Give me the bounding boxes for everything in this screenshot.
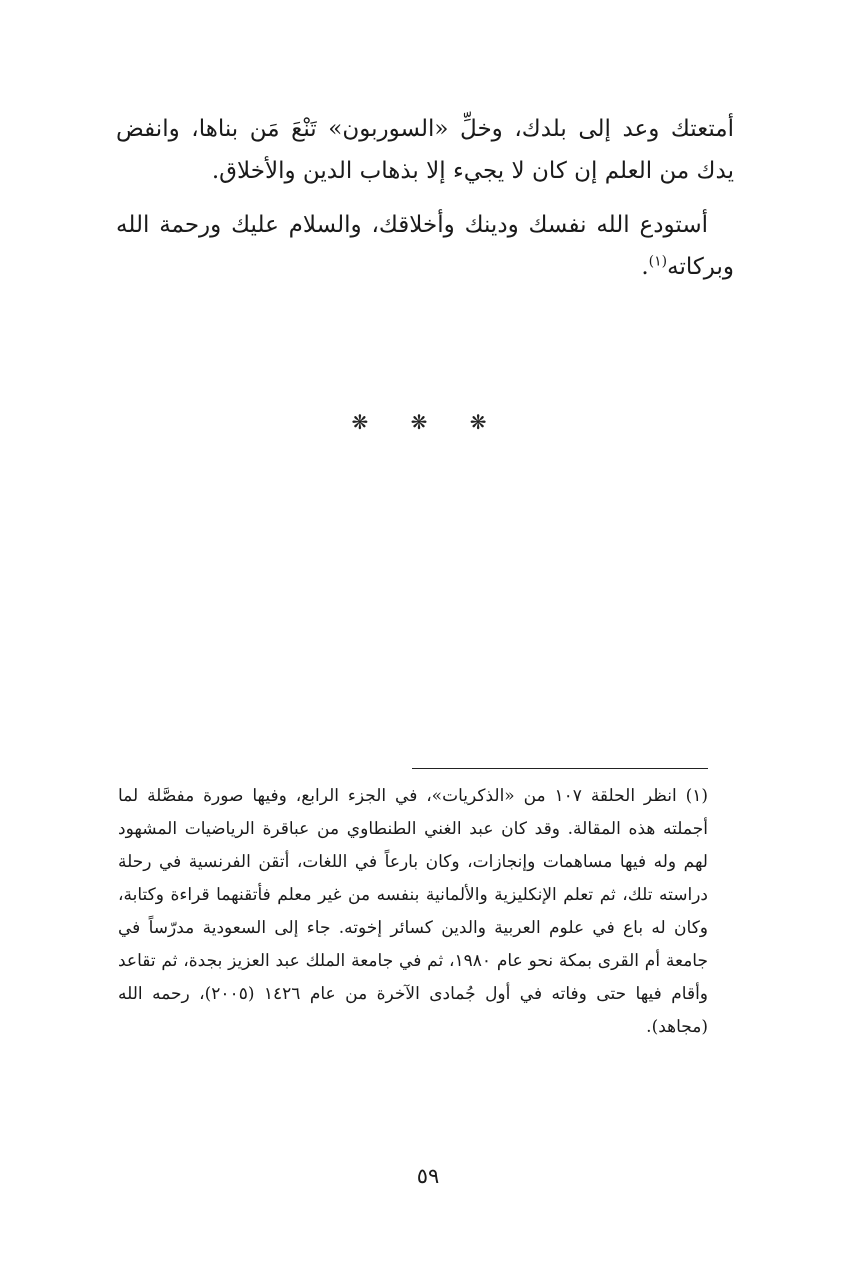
section-separator: ❋ ❋ ❋: [351, 410, 505, 434]
paragraph-2: [116, 204, 734, 288]
footnote: (١) انظر الحلقة ١٠٧ من «الذكريات»، في الجزء الرابع، وفيها صورة مفصَّلة لما أجملته هذه المقالة. وقد كان عبد الغني الطنطاوي من عباقرة الرياضيات المشهود لهم وله فيها مساهمات وإنجازات، وكان بارعاً في اللغات، أتقن الفرنسية في رحلة دراسته تلك، ثم تعلم الإنكليزية والألمانية بنفسه من غير معلم فأتقنهما قراءة وكتابة، وكان له باع في علوم العربية والدين كسائر إخوته. جاء إلى السعودية مدرّساً في جامعة أم القرى بمكة نحو عام ١٩٨٠، ثم في جامعة الملك عبد العزيز بجدة، ثم تقاعد وأقام فيها حتى وفاته في أول جُمادى الآخرة من عام ١٤٢٦ (٢٠٠٥)، رحمه الله (مجاهد).: [118, 786, 709, 1037]
footnote-divider: [412, 768, 708, 769]
page-number: ٥٩: [416, 1164, 440, 1188]
paragraph-2-text: أستودع الله نفسك ودينك وأخلاقك، والسلام عليك ورحمة الله وبركاته: [116, 212, 734, 280]
footnote-reference: (١): [648, 253, 668, 270]
paragraph-1: أمتعتك وعد إلى بلدك، وخلِّ «السوربون» تَنْعَ مَن بناها، وانفض يدك من العلم إن كان لا يجيء إلا بذهاب الدين والأخلاق.: [116, 116, 734, 184]
main-text: [116, 108, 734, 288]
paragraph-2-end: .: [641, 254, 649, 280]
